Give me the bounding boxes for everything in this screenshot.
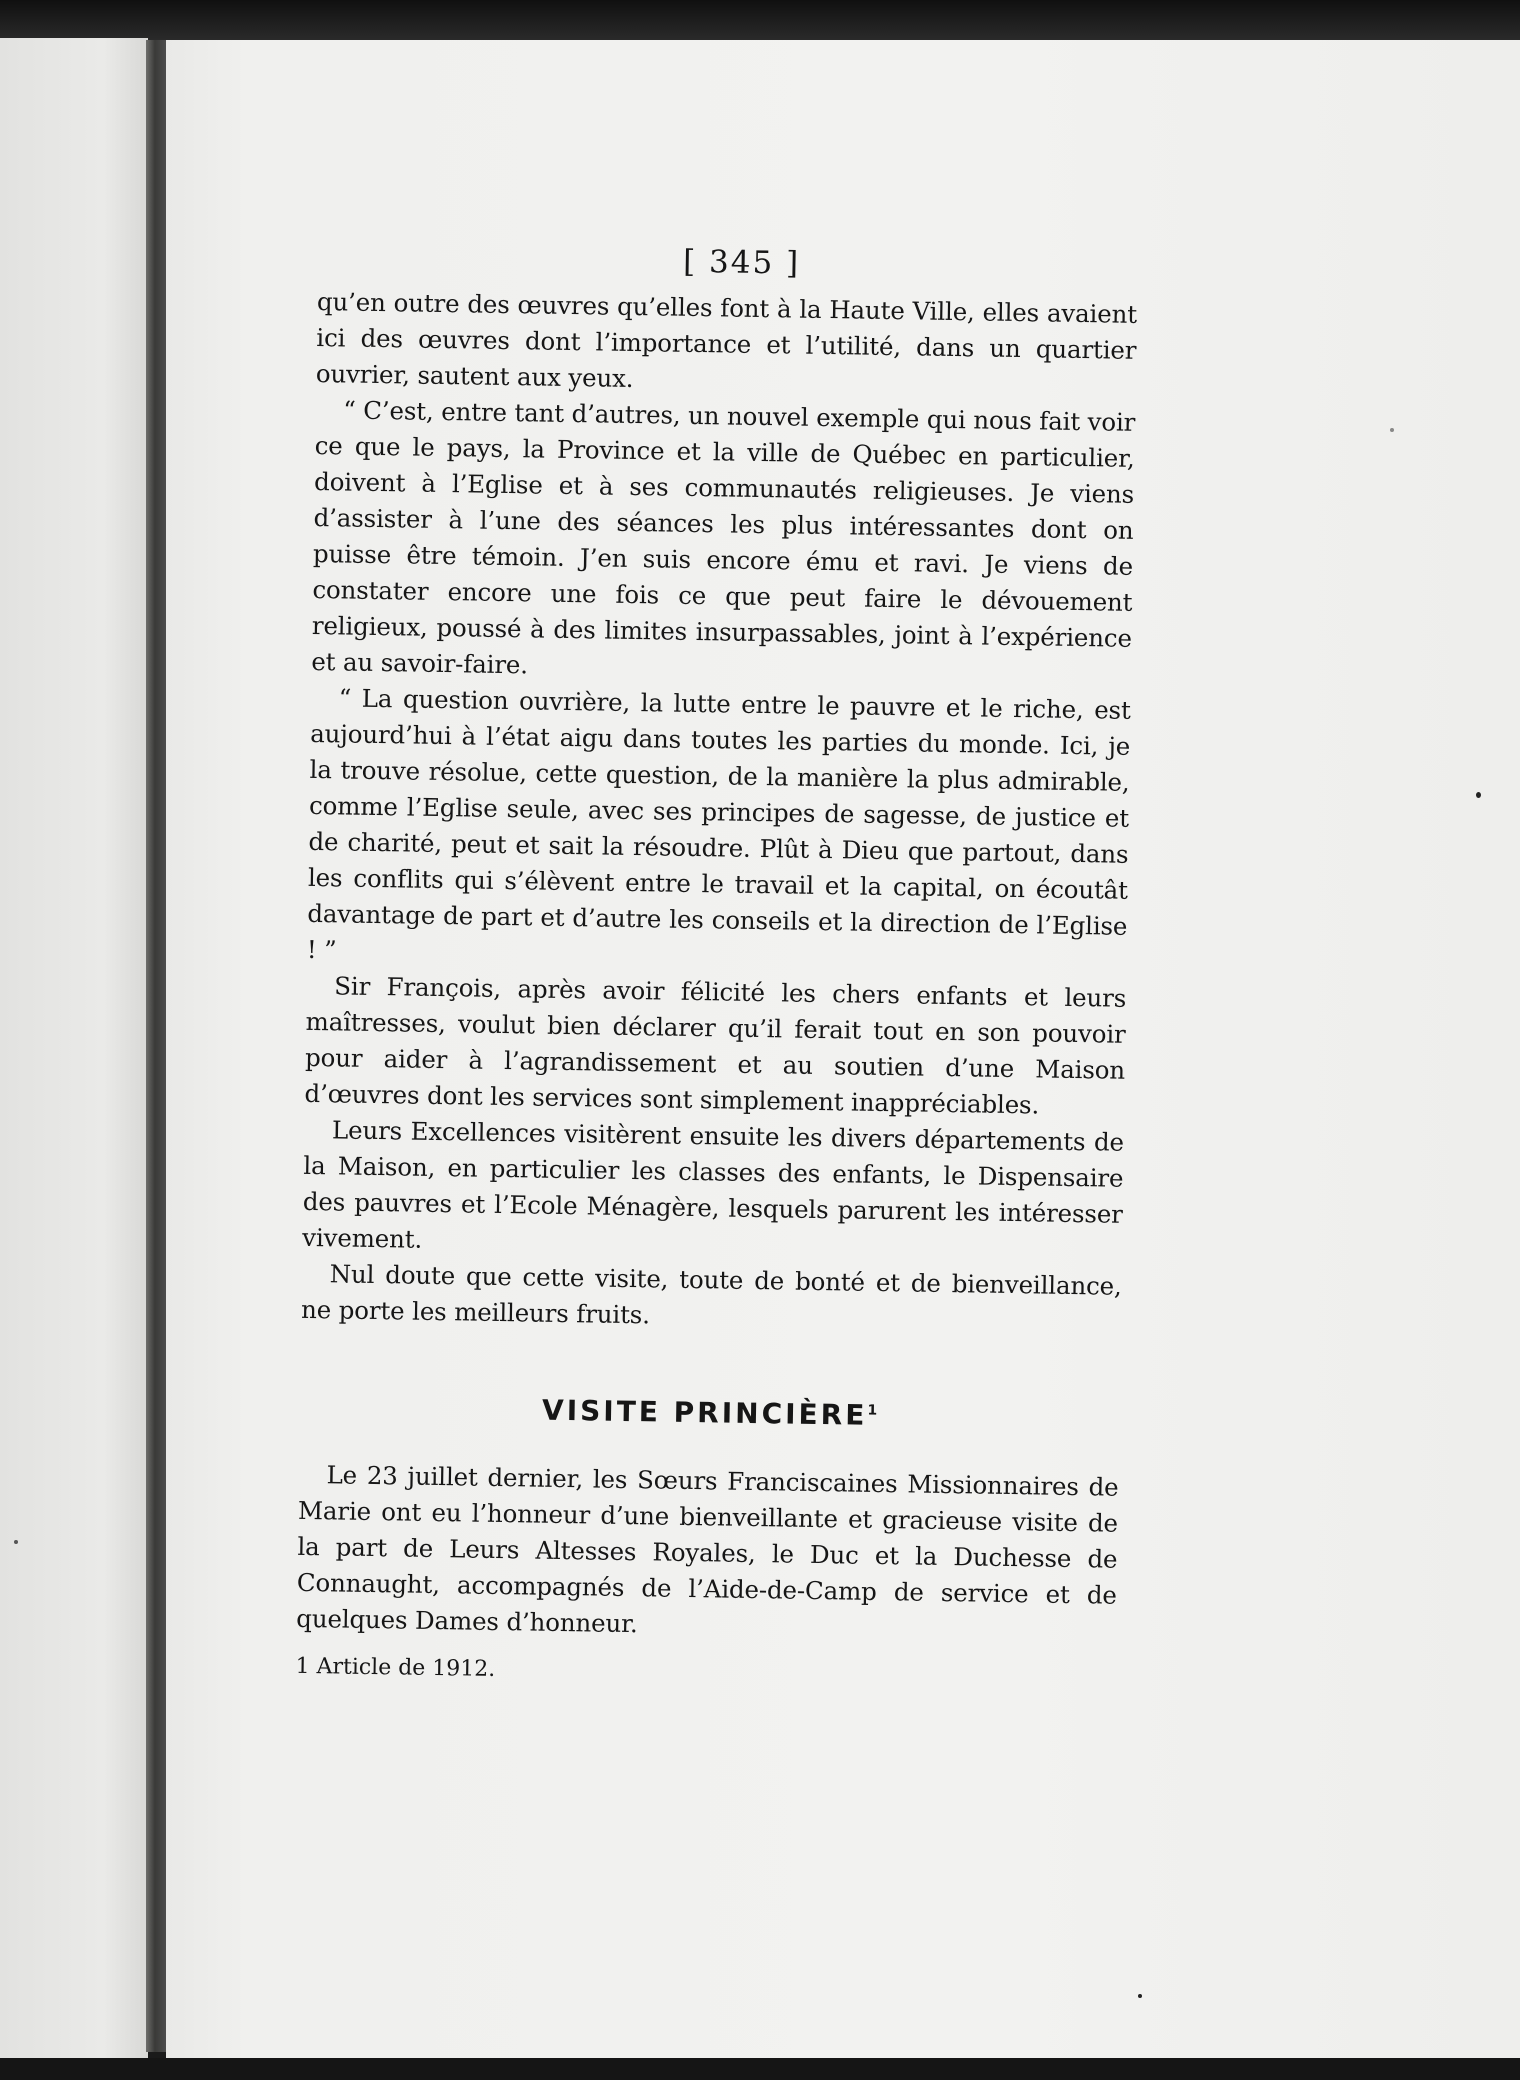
body-paragraph: “ C’est, entre tant d’autres, un nouvel exemple qui nous fait voir ce que le pays, la Province et la ville de Québec en particulier, doivent à l’Eglise et à ses communautés religieuses. Je viens d’assister à l’une des séances les plus intéressantes dont on puisse être témoin. J’en suis encore ému et ravi. Je viens de constater encore une fois ce que peut faire le dévouement religieux, poussé à des limites insurpassables, joint à l’expérience et au savoir-faire.: [311, 395, 1136, 680]
paper-speck: [1390, 428, 1394, 432]
footnote-marker: 1: [867, 1402, 878, 1419]
body-paragraph: Nul doute que cette visite, toute de bonté et de bienveillance, ne porte les meilleurs fruits.: [300, 1259, 1122, 1330]
body-paragraph: Sir François, après avoir félicité les chers enfants et leurs maîtresses, voulut bien déclarer qu’il ferait tout en son pouvoir pour aider à l’agrandissement et au soutien d’une Maison d’œuvres dont les services sont simplement inappréciables.: [304, 971, 1127, 1120]
paper-speck: [1138, 1994, 1142, 1998]
left-page-edge: [0, 38, 148, 2068]
body-paragraph: “ La question ouvrière, la lutte entre le pauvre et le riche, est aujourd’hui à l’état aigu dans toutes les parties du monde. Ici, je la trouve résolue, cette question, de la manière la plus admirable, comme l’Eglise seule, avec ses principes de sagesse, de justice et de charité, peut et sait la résoudre. Plût à Dieu que partout, dans les conflits qui s’élèvent entre le travail et la capital, on écoutât davantage de part et d’autre les conseils et la direction de l’Eglise ! ”: [306, 683, 1131, 965]
body-paragraph: Leurs Excellences visitèrent ensuite les divers départements de la Maison, en particulier les classes des enfants, le Dispensaire des pauvres et l’Ecole Ménagère, lesquels parurent les intéresser vivement.: [302, 1115, 1125, 1254]
body-paragraph: qu’en outre des œuvres qu’elles font à la Haute Ville, elles avaient ici des œuvres dont l’importance et l’utilité, dans un quartier ouvrier, sautent aux yeux.: [315, 286, 1138, 393]
scan-top-edge: [0, 0, 1520, 40]
page-number: [ 345 ]: [682, 243, 801, 282]
section-heading: [299, 1390, 1119, 1436]
paper-speck: [14, 1540, 18, 1544]
section-paragraph: Le 23 juillet dernier, les Sœurs Franciscaines Missionnaires de Marie ont eu l’honneur d’une bienveillante et gracieuse visite de la part de Leurs Altesses Royales, le Duc et la Duchesse de Connaught, accompagnés de l’Aide-de-Camp de service et de quelques Dames d’honneur.: [296, 1460, 1119, 1639]
book-gutter: [146, 40, 168, 2052]
footnote: 1 Article de 1912.: [295, 1653, 496, 1682]
page-text: [295, 238, 1138, 1696]
section-heading-text: VISITE PRINCIÈRE: [541, 1393, 868, 1432]
scan-bottom-edge: [0, 2058, 1520, 2080]
paper-speck: [1476, 792, 1481, 798]
